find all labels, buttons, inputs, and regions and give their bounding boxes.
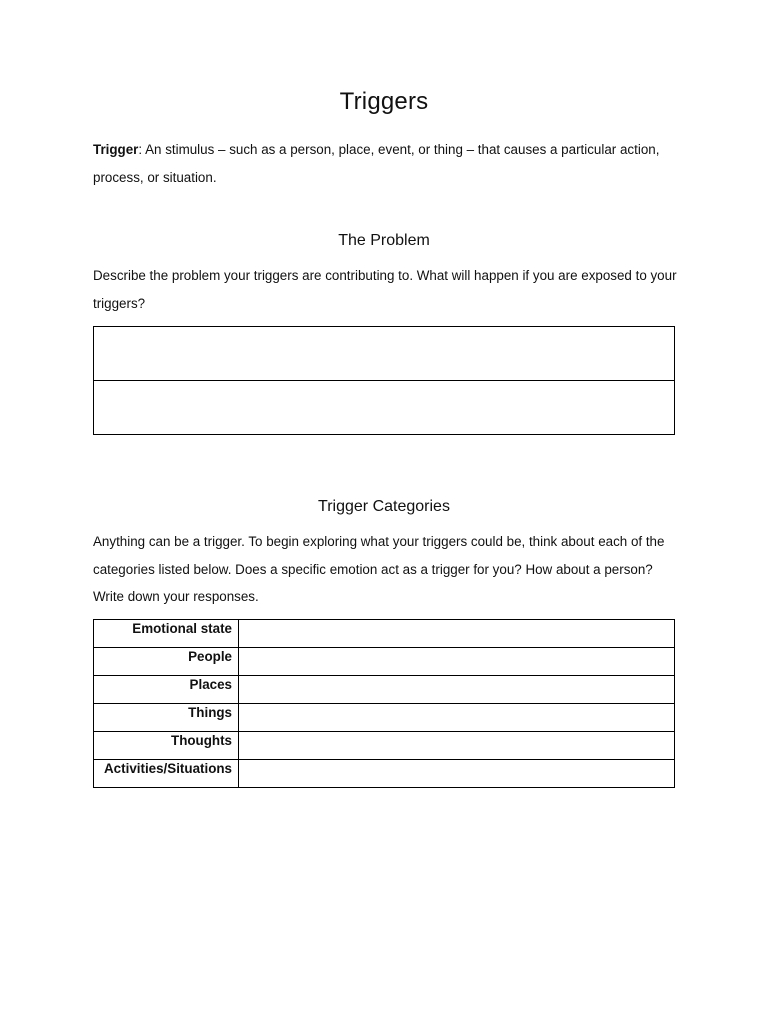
problem-prompt: Describe the problem your triggers are contributing to. What will happen if you are exposed to your triggers? (93, 268, 677, 311)
category-answer-cell[interactable] (239, 704, 675, 732)
category-answer-cell[interactable] (239, 620, 675, 648)
page-title: Triggers (339, 88, 429, 115)
table-row (94, 704, 675, 732)
trigger-categories-table (93, 619, 675, 788)
table-row (94, 648, 675, 676)
problem-heading: The Problem (338, 232, 430, 249)
table-row (94, 732, 675, 760)
table-row (94, 760, 675, 788)
category-label: Activities/Situations (94, 760, 239, 788)
category-answer-cell[interactable] (239, 648, 675, 676)
trigger-definition (93, 136, 677, 191)
categories-heading: Trigger Categories (318, 498, 450, 515)
category-label: Places (94, 676, 239, 704)
category-label: Emotional state (94, 620, 239, 648)
category-answer-cell[interactable] (239, 676, 675, 704)
categories-prompt: Anything can be a trigger. To begin exploring what your triggers could be, think about each of the categories listed below. Does a specific emotion act as a trigger for you? How about a person? Write down your responses. (93, 534, 665, 604)
problem-answer-box (93, 326, 675, 435)
category-label: People (94, 648, 239, 676)
category-label: Things (94, 704, 239, 732)
category-answer-cell[interactable] (239, 732, 675, 760)
table-row (94, 676, 675, 704)
category-answer-cell[interactable] (239, 760, 675, 788)
definition-term: Trigger (93, 142, 139, 157)
problem-answer-row-2[interactable] (94, 381, 674, 434)
category-label: Thoughts (94, 732, 239, 760)
definition-text: : An stimulus – such as a person, place, event, or thing – that causes a particular action, process, or situation. (93, 142, 660, 185)
problem-answer-row-1[interactable] (94, 327, 674, 381)
table-row (94, 620, 675, 648)
